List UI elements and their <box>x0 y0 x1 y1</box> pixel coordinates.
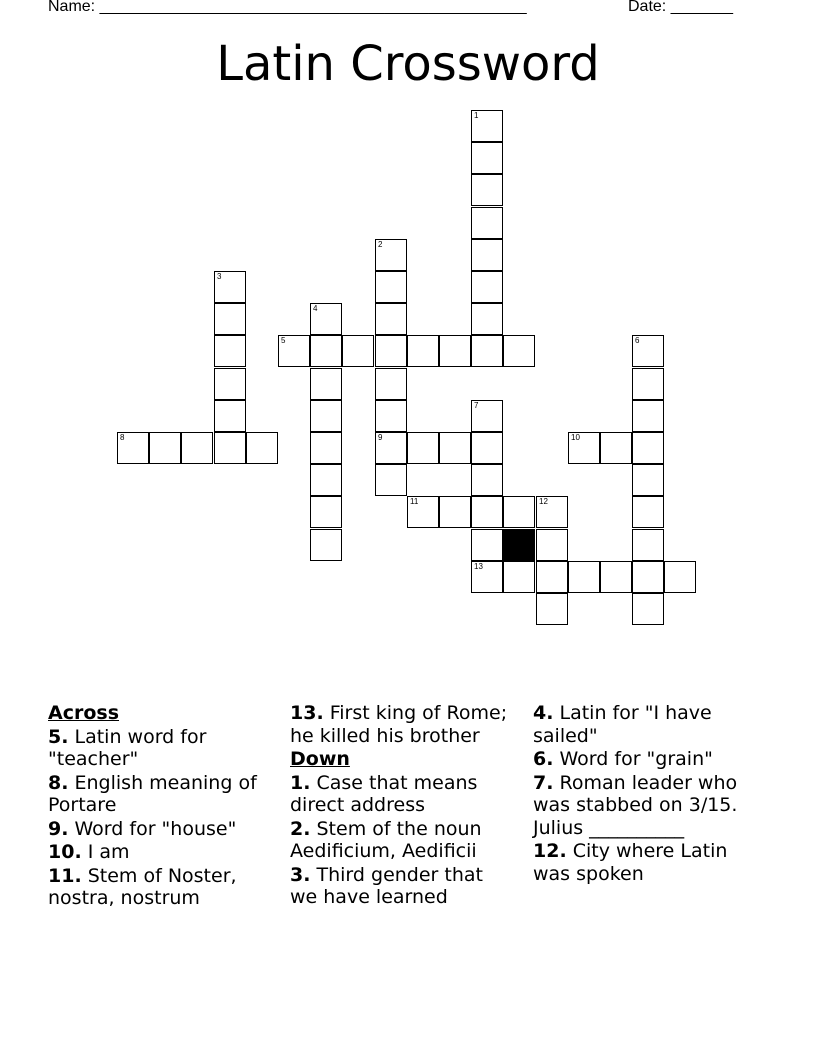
clue-number-label: 11 <box>410 497 419 506</box>
crossword-cell[interactable] <box>471 207 503 239</box>
crossword-cell[interactable] <box>471 303 503 335</box>
clue-down-4 <box>533 702 768 747</box>
clue-across-11 <box>48 865 268 910</box>
crossword-cell[interactable] <box>632 496 664 528</box>
clue-number: 7. <box>533 771 554 794</box>
crossword-cell[interactable] <box>536 496 568 528</box>
crossword-cell[interactable] <box>407 335 439 367</box>
crossword-cell[interactable] <box>632 432 664 464</box>
crossword-cell[interactable] <box>471 239 503 271</box>
crossword-cell[interactable] <box>439 335 471 367</box>
crossword-cell[interactable] <box>214 303 246 335</box>
clue-number: 1. <box>290 771 311 794</box>
crossword-cell[interactable] <box>310 335 342 367</box>
crossword-cell[interactable] <box>407 496 439 528</box>
crossword-cell[interactable] <box>471 142 503 174</box>
clue-text: Stem of the noun Aedificium, Aedificii <box>290 817 482 862</box>
crossword-cell[interactable] <box>600 561 632 593</box>
clue-number: 11. <box>48 864 82 887</box>
clue-across-13 <box>290 702 515 747</box>
clue-text: Roman leader who was stabbed on 3/15. Julius __________ <box>533 771 738 839</box>
crossword-cell[interactable] <box>471 432 503 464</box>
name-field[interactable]: Name: ________________________________________________ <box>48 0 527 15</box>
crossword-cell[interactable] <box>375 271 407 303</box>
clue-text: Third gender that we have learned <box>290 863 483 908</box>
clues-column-3 <box>533 702 768 886</box>
crossword-cell[interactable] <box>471 174 503 206</box>
clue-number-label: 1 <box>474 111 479 120</box>
clue-down-12 <box>533 840 768 885</box>
clue-down-7 <box>533 772 768 840</box>
crossword-cell[interactable] <box>375 400 407 432</box>
clue-across-10 <box>48 841 268 864</box>
clue-number: 10. <box>48 841 82 863</box>
crossword-cell[interactable] <box>568 561 600 593</box>
clue-down-2 <box>290 818 515 863</box>
crossword-cell[interactable] <box>471 464 503 496</box>
clues-column-2 <box>290 702 515 910</box>
crossword-cell[interactable] <box>375 432 407 464</box>
clue-number: 8. <box>48 771 69 794</box>
clue-text: English meaning of Portare <box>48 771 257 816</box>
clue-number-label: 9 <box>378 433 383 442</box>
page-title: Latin Crossword <box>216 36 600 92</box>
crossword-cell[interactable] <box>471 496 503 528</box>
crossword-cell[interactable] <box>246 432 278 464</box>
crossword-cell[interactable] <box>278 335 310 367</box>
crossword-cell[interactable] <box>632 335 664 367</box>
clue-number-label: 13 <box>474 562 483 571</box>
clue-number-label: 2 <box>378 240 383 249</box>
clue-number: 4. <box>533 702 554 724</box>
crossword-cell[interactable] <box>310 303 342 335</box>
clue-text: Word for "house" <box>74 817 237 840</box>
clues-column-1 <box>48 702 268 911</box>
crossword-cell[interactable] <box>214 432 246 464</box>
clue-across-9 <box>48 818 268 841</box>
crossword-cell[interactable] <box>471 110 503 142</box>
clue-number-label: 4 <box>313 304 318 313</box>
clue-number-label: 10 <box>571 433 580 442</box>
clue-text: I am <box>87 841 130 863</box>
crossword-cell[interactable] <box>214 368 246 400</box>
clue-number-label: 7 <box>474 401 479 410</box>
crossword-cell[interactable] <box>214 271 246 303</box>
clue-text: Stem of Noster, nostra, nostrum <box>48 864 237 909</box>
clue-number-label: 8 <box>120 433 125 442</box>
crossword-cell[interactable] <box>375 335 407 367</box>
crossword-cell[interactable] <box>471 400 503 432</box>
crossword-cell[interactable] <box>632 561 664 593</box>
crossword-cell[interactable] <box>342 335 374 367</box>
clue-number: 13. <box>290 702 324 724</box>
date-field[interactable]: Date: _______ <box>628 0 733 15</box>
crossword-cell[interactable] <box>536 529 568 561</box>
crossword-cell[interactable] <box>600 432 632 464</box>
clue-number: 6. <box>533 748 554 770</box>
crossword-cell[interactable] <box>310 464 342 496</box>
crossword-cell[interactable] <box>375 368 407 400</box>
crossword-cell[interactable] <box>632 368 664 400</box>
crossword-cell[interactable] <box>568 432 600 464</box>
crossword-cell[interactable] <box>214 400 246 432</box>
clue-number: 5. <box>48 725 69 748</box>
crossword-cell[interactable] <box>310 368 342 400</box>
clue-number-label: 5 <box>281 336 286 345</box>
crossword-cell[interactable] <box>407 432 439 464</box>
clue-down-3 <box>290 864 515 909</box>
crossword-cell[interactable] <box>536 593 568 625</box>
crossword-cell[interactable] <box>632 464 664 496</box>
clue-number-label: 6 <box>635 336 640 345</box>
crossword-cell[interactable] <box>439 496 471 528</box>
clue-down-1 <box>290 772 515 817</box>
crossword-cell[interactable] <box>632 529 664 561</box>
crossword-cell[interactable] <box>536 561 568 593</box>
crossword-cell[interactable] <box>471 561 503 593</box>
crossword-cell[interactable] <box>117 432 149 464</box>
crossword-cell[interactable] <box>310 432 342 464</box>
crossword-cell[interactable] <box>181 432 213 464</box>
clue-across-8 <box>48 772 268 817</box>
crossword-cell[interactable] <box>503 561 535 593</box>
crossword-cell[interactable] <box>471 529 503 561</box>
crossword-cell[interactable] <box>471 335 503 367</box>
clue-text: Latin for "I have sailed" <box>533 702 712 747</box>
clue-text: City where Latin was spoken <box>533 840 728 885</box>
clue-number: 2. <box>290 817 311 840</box>
crossword-cell[interactable] <box>439 432 471 464</box>
crossword-cell[interactable] <box>310 529 342 561</box>
crossword-cell[interactable] <box>214 335 246 367</box>
crossword-cell[interactable] <box>503 335 535 367</box>
crossword-cell[interactable] <box>310 400 342 432</box>
crossword-cell[interactable] <box>375 464 407 496</box>
clue-number: 9. <box>48 817 69 840</box>
clue-number: 3. <box>290 863 311 886</box>
clue-text: First king of Rome; he killed his brother <box>290 702 508 747</box>
crossword-cell[interactable] <box>375 303 407 335</box>
crossword-cell[interactable] <box>471 271 503 303</box>
clue-number-label: 12 <box>539 497 548 506</box>
crossword-cell[interactable] <box>149 432 181 464</box>
crossword-cell[interactable] <box>503 496 535 528</box>
clue-down-6 <box>533 748 768 771</box>
across-heading: Across <box>48 702 120 724</box>
clue-text: Word for "grain" <box>559 748 713 770</box>
crossword-cell[interactable] <box>375 239 407 271</box>
clue-text: Latin word for "teacher" <box>48 725 207 770</box>
crossword-cell[interactable] <box>310 496 342 528</box>
crossword-cell[interactable] <box>664 561 696 593</box>
blocked-cell <box>503 529 535 561</box>
crossword-cell[interactable] <box>632 593 664 625</box>
clue-number-label: 3 <box>217 272 222 281</box>
clue-number: 12. <box>533 840 567 862</box>
down-heading: Down <box>290 748 350 770</box>
clue-across-5 <box>48 726 268 771</box>
crossword-cell[interactable] <box>632 400 664 432</box>
clue-text: Case that means direct address <box>290 771 478 816</box>
